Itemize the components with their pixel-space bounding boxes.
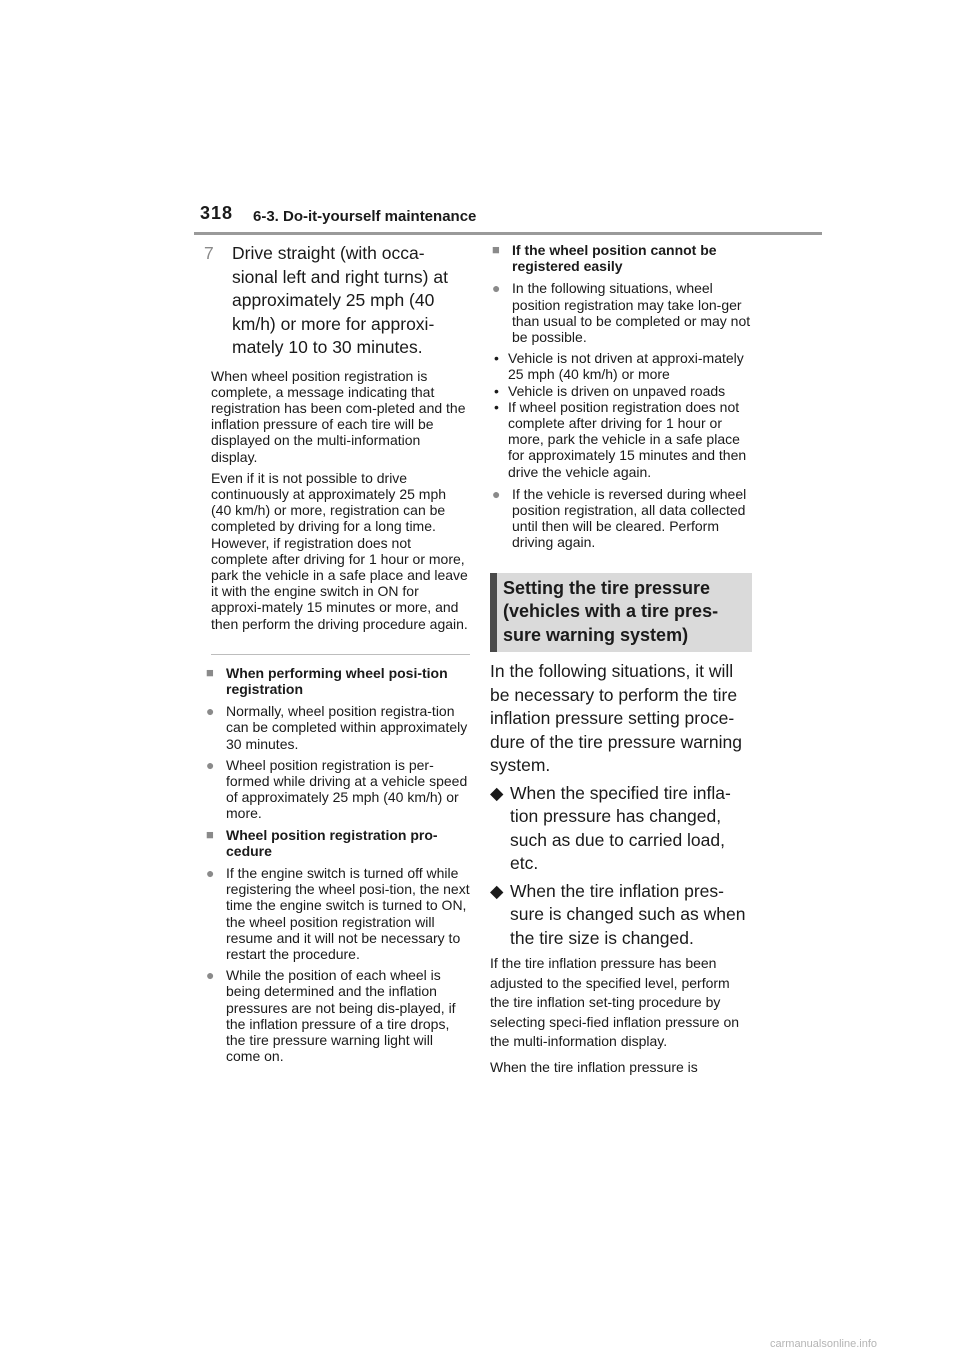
circle-bullet-icon: ●	[206, 756, 215, 773]
right-column	[490, 242, 752, 1083]
list-item	[206, 865, 470, 962]
subheading-cannot-register	[492, 242, 752, 274]
registration-complete-note: When wheel position registration is complete, a message indicating that registration has been com-pleted and the inflation pressure of each tire will be displayed on the multi-information display.	[211, 367, 466, 465]
list-item	[492, 383, 752, 399]
list-item-text: Vehicle is not driven at approxi-mately 25 mph (40 km/h) or more	[508, 350, 744, 383]
dot-bullet-icon: •	[494, 398, 499, 415]
circle-bullet-icon: ●	[492, 280, 501, 297]
circle-bullet-icon: ●	[206, 703, 215, 720]
list-item-text: Normally, wheel position registra-tion can be completed within approximately 30 minutes.	[226, 703, 468, 752]
square-bullet-icon: ■	[206, 826, 214, 842]
circle-bullet-icon: ●	[492, 485, 501, 502]
list-item	[490, 880, 752, 951]
list-item-text: In the following situations, wheel position registration may take lon-ger than usual to be completed or may not be possible.	[512, 280, 751, 346]
dot-bullet-icon: •	[494, 382, 499, 399]
page-number: 318	[200, 203, 234, 223]
step-text: Drive straight (with occa-sional left and right turns) at approximately 25 mph (40 km/h) or more for approxi-mately 10 to 30 minutes.	[232, 243, 448, 357]
circle-bullet-icon: ●	[206, 967, 215, 984]
subheading-registration-procedure	[206, 827, 470, 859]
step-number: 7	[204, 243, 214, 263]
list-item	[492, 486, 752, 551]
watermark: carmanualsonline.info	[770, 1338, 878, 1350]
list-item-text: Wheel position registration is per-formed while driving at a vehicle speed of approximately 25 mph (40 km/h) or more.	[226, 756, 468, 822]
diamond-bullet-icon: ◆	[490, 880, 504, 901]
list-item	[206, 757, 470, 822]
situation-list	[490, 350, 752, 480]
list-item	[206, 967, 470, 1064]
inflation-setting-note: If the tire inflation pressure has been adjusted to the specified level, perform the tire inflation set-ting procedure by selecting speci-fied inflation pressure on the multi-information display.	[490, 955, 740, 1050]
circle-bullet-icon: ●	[206, 864, 215, 881]
diamond-bullet-icon: ◆	[490, 782, 504, 803]
section-heading: Setting the tire pressure (vehicles with a tire pres-sure warning system)	[490, 573, 752, 653]
inflation-pressure-note: When the tire inflation pressure is	[490, 1058, 698, 1075]
list-item-text: If wheel position registration does not complete after driving for 1 hour or more, park the vehicle in a safe place for approximately 15 minutes and then drive the vehicle again.	[508, 398, 747, 480]
list-item	[206, 703, 470, 752]
header-divider	[194, 232, 822, 235]
list-item	[492, 399, 752, 480]
subheading-text: Wheel position registration pro-cedure	[226, 826, 438, 859]
subheading-text: If the wheel position cannot be registered easily	[512, 242, 717, 275]
dot-bullet-icon: •	[494, 350, 499, 367]
square-bullet-icon: ■	[492, 242, 500, 257]
continuous-driving-note: Even if it is not possible to drive continuously at approximately 25 mph (40 km/h) or more, registration can be completed by driving for a long time. However, if registration does not complete after driving for 1 hour or more, park the vehicle in a safe place and leave it with the engine switch in ON for approxi-mately 15 minutes or more, and then perform the driving procedure again.	[211, 469, 468, 632]
square-bullet-icon: ■	[206, 664, 214, 680]
list-item	[492, 350, 752, 382]
list-item-text: When the specified tire infla-tion pressure has changed, such as due to carried load, etc.	[510, 782, 731, 874]
list-item-text: If the vehicle is reversed during wheel position registration, all data collected until then will be cleared. Perform driving again.	[512, 485, 747, 551]
subheading-performing-registration	[206, 665, 470, 697]
list-item	[490, 782, 752, 876]
list-item-text: If the engine switch is turned off while registering the wheel posi-tion, the next time the engine switch is turned to ON, the wheel position registration will resume and it will not be necessary to restart the procedure.	[226, 864, 470, 962]
subheading-text: When performing wheel posi-tion registration	[226, 664, 448, 697]
section-divider	[211, 654, 470, 655]
list-item-text: Vehicle is driven on unpaved roads	[508, 382, 726, 399]
section-title: 6-3. Do-it-yourself maintenance	[253, 208, 477, 225]
list-item-text: While the position of each wheel is being determined and the inflation pressures are not being dis-played, if the inflation pressure of a tire drops, the tire pressure warning light will come on.	[226, 967, 456, 1065]
list-item	[492, 280, 752, 345]
intro-paragraph: In the following situations, it will be necessary to perform the tire inflation pressure setting proce-dure of the tire pressure warning system.	[490, 661, 742, 776]
list-item-text: When the tire inflation pres-sure is changed such as when the tire size is changed.	[510, 880, 746, 948]
left-column	[204, 242, 470, 1069]
step-7	[204, 242, 470, 360]
